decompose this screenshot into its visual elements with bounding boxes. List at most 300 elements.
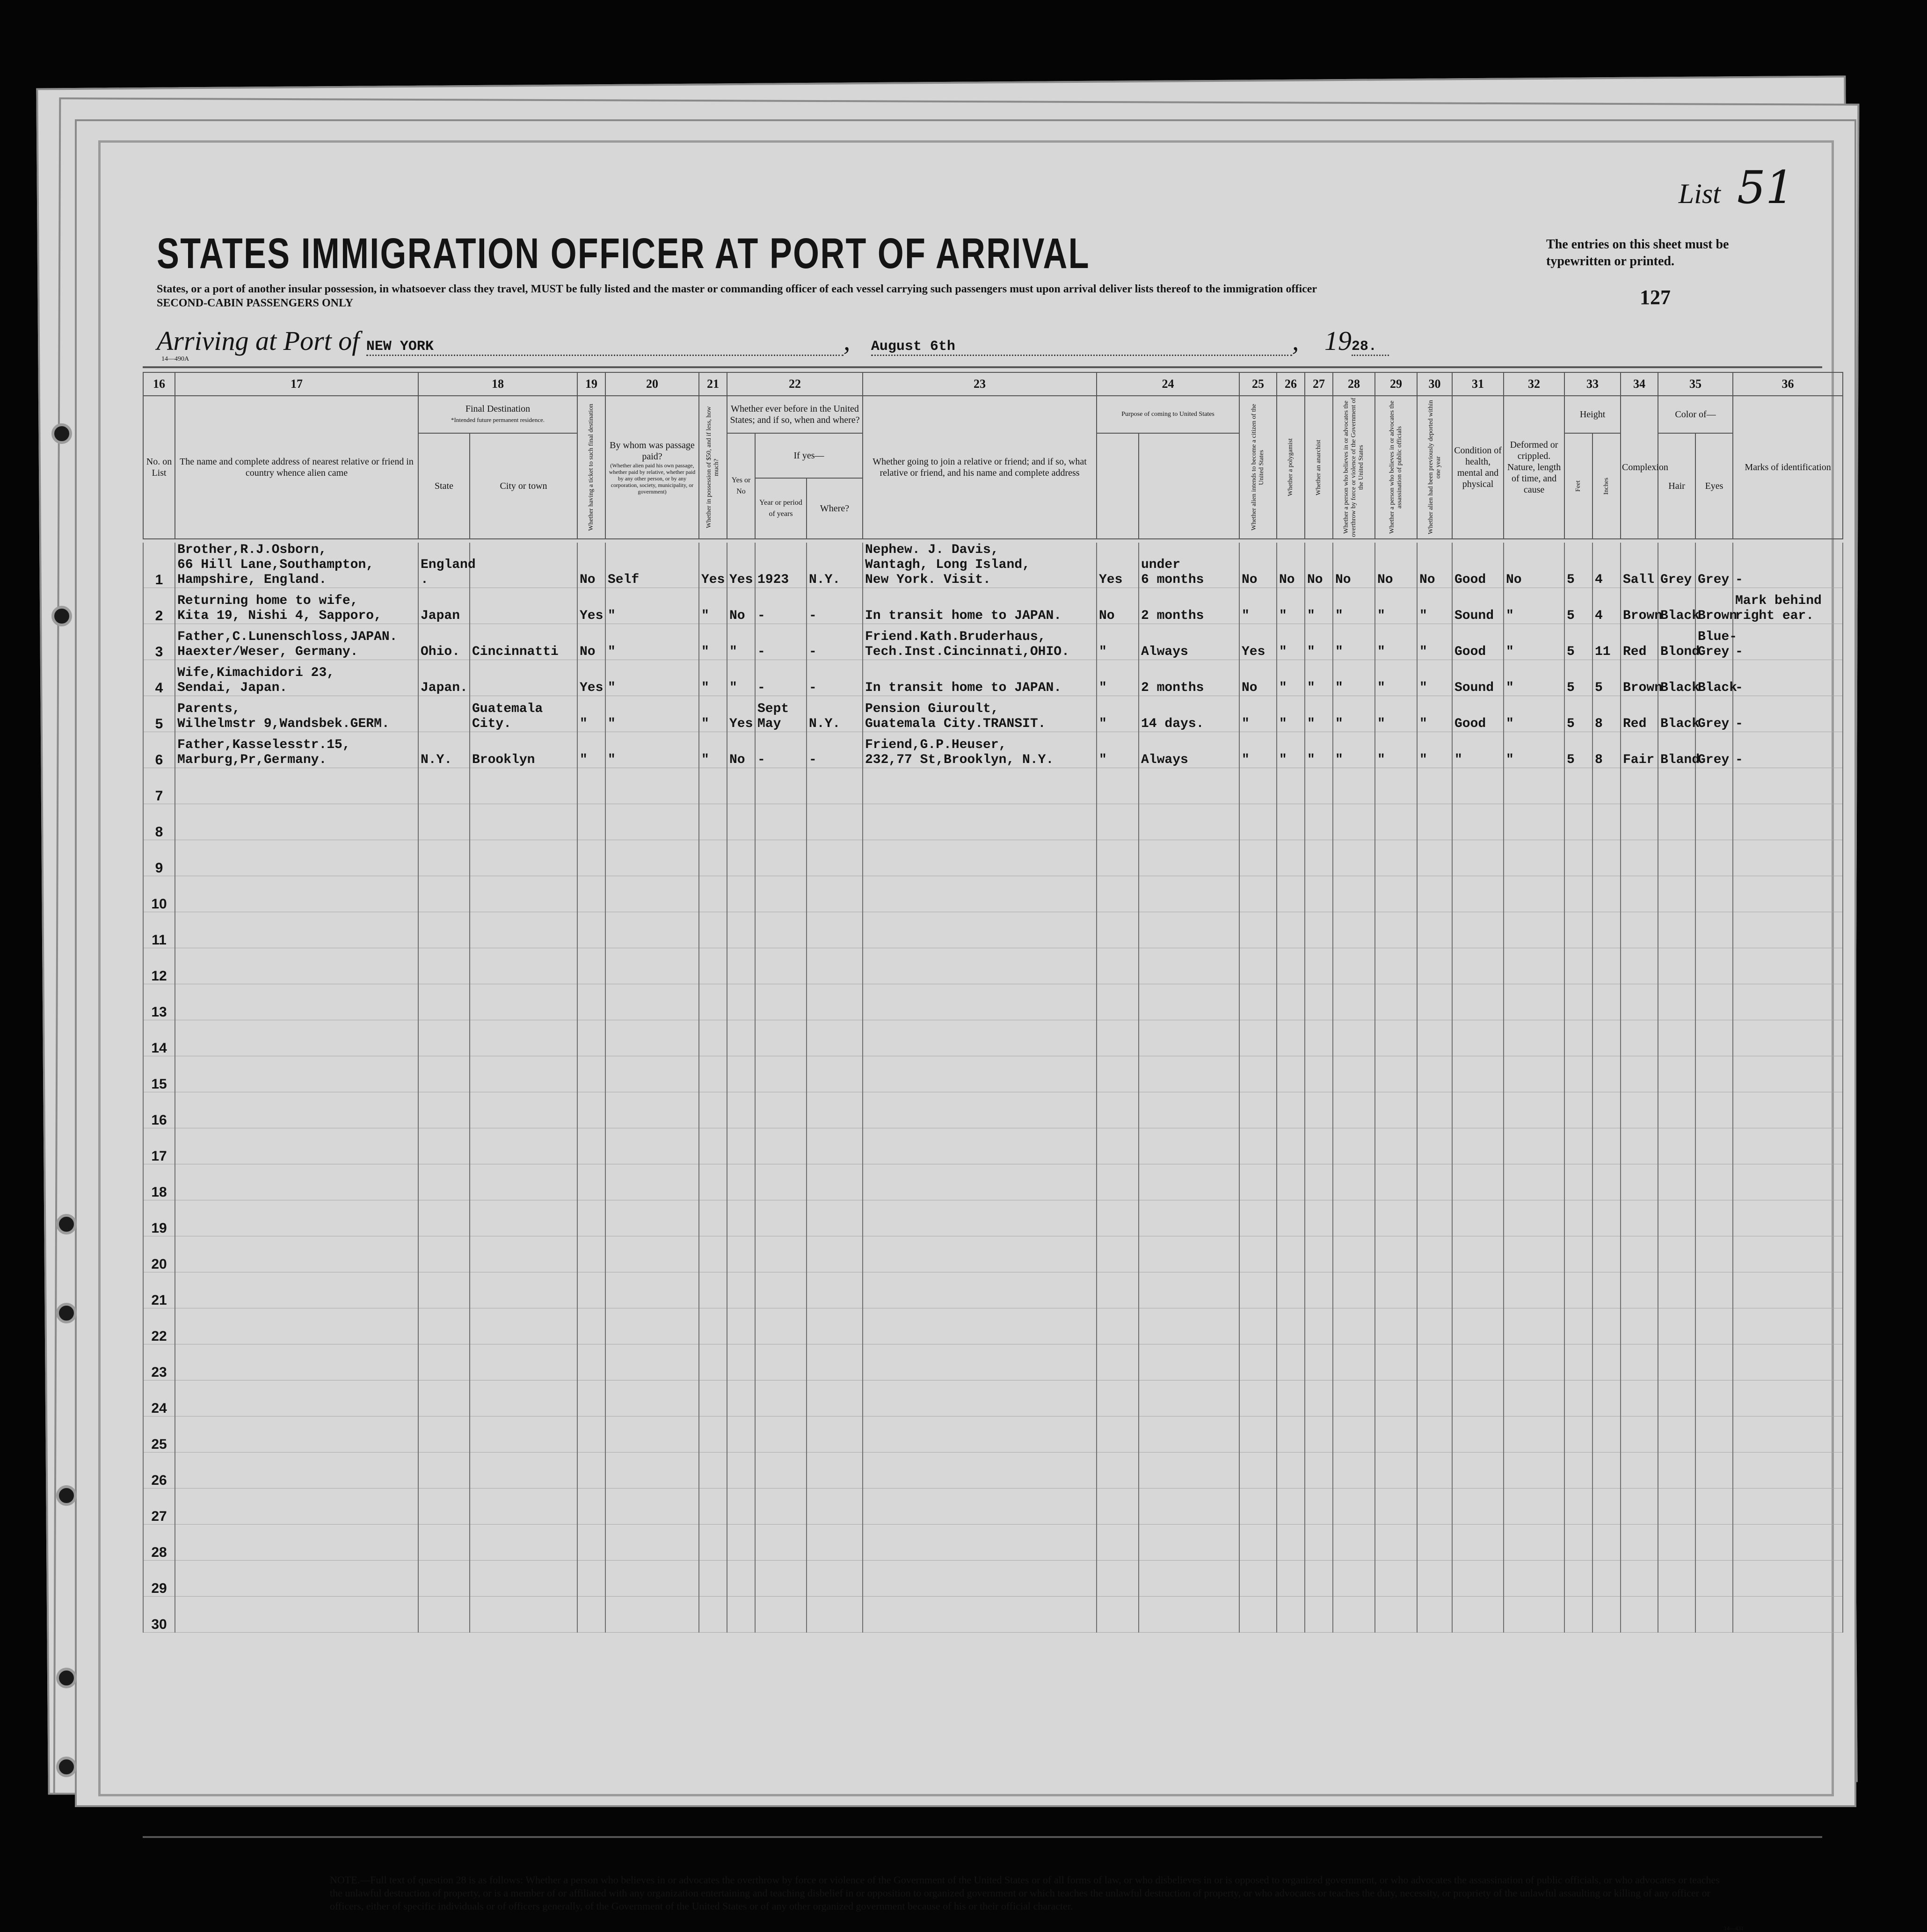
empty-cell (755, 1128, 807, 1164)
empty-cell (1239, 1020, 1277, 1056)
empty-cell (1239, 1597, 1277, 1633)
empty-cell (605, 1164, 699, 1200)
passenger-table (143, 543, 1843, 1633)
cell-deformed: " (1504, 696, 1564, 732)
empty-cell (1375, 1561, 1417, 1597)
empty-cell (727, 1020, 755, 1056)
cell-no: 3 (143, 624, 175, 660)
empty-cell (1097, 948, 1139, 984)
empty-cell (1564, 1056, 1593, 1092)
col-header-health: Condition of health, mental and physical (1452, 396, 1504, 539)
empty-cell (1452, 768, 1504, 804)
table-row (143, 1272, 1843, 1308)
empty-cell (1621, 1344, 1658, 1380)
empty-cell (1277, 1416, 1305, 1453)
cell-city: Cincinnatti (470, 624, 577, 660)
empty-cell (1277, 1489, 1305, 1525)
empty-cell (1305, 1489, 1333, 1525)
empty-cell (755, 1344, 807, 1380)
empty-cell (1452, 804, 1504, 840)
empty-cell (1695, 1164, 1733, 1200)
empty-cell (727, 1128, 755, 1164)
empty-cell (1333, 1416, 1375, 1453)
empty-cell (1239, 804, 1277, 840)
empty-cell (1504, 876, 1564, 912)
empty-cell (1375, 984, 1417, 1020)
empty-cell (418, 1489, 470, 1525)
cell-hair: Black (1658, 588, 1695, 624)
empty-cell (1658, 1272, 1695, 1308)
empty-cell (1452, 1525, 1504, 1561)
empty-cell (175, 1453, 418, 1489)
cell-join: Pension Giuroult, Guatemala City.TRANSIT. (863, 696, 1097, 732)
empty-cell (755, 1272, 807, 1308)
empty-cell (863, 1453, 1097, 1489)
empty-cell (605, 1092, 699, 1128)
cell-feet: 5 (1564, 696, 1593, 732)
empty-cell (1733, 876, 1843, 912)
empty-cell (1305, 1236, 1333, 1272)
empty-cell (807, 1453, 863, 1489)
col-number: 17 (175, 372, 418, 396)
empty-cell (1375, 876, 1417, 912)
empty-cell (1417, 948, 1452, 984)
cell-feet: 5 (1564, 588, 1593, 624)
empty-cell (1417, 1308, 1452, 1344)
empty-cell (1277, 1308, 1305, 1344)
empty-cell (1277, 1344, 1305, 1380)
empty-cell (1452, 1164, 1504, 1200)
empty-cell (699, 1380, 727, 1416)
empty-cell (755, 948, 807, 984)
empty-cell (1305, 768, 1333, 804)
empty-cell (1504, 1272, 1564, 1308)
empty-cell (1658, 948, 1695, 984)
empty-cell (699, 984, 727, 1020)
empty-cell (1375, 1344, 1417, 1380)
empty-cell (1305, 1200, 1333, 1236)
empty-cell (863, 1489, 1097, 1525)
col-header-relative: The name and complete address of nearest relative or friend in country whence alien came (175, 396, 418, 539)
empty-cell (1695, 876, 1733, 912)
cell-health: Good (1452, 543, 1504, 588)
empty-cell (175, 1236, 418, 1272)
cell-citizen: " (1239, 696, 1277, 732)
empty-cell (1564, 1416, 1593, 1453)
cell-state: Japan (418, 588, 470, 624)
empty-cell (470, 876, 577, 912)
empty-cell (1333, 876, 1375, 912)
empty-cell (1564, 1489, 1593, 1525)
empty-cell (807, 1380, 863, 1416)
empty-cell (727, 1380, 755, 1416)
empty-cell (577, 1128, 605, 1164)
empty-cell (577, 1344, 605, 1380)
empty-cell (1621, 1200, 1658, 1236)
cell-paid: " (605, 624, 699, 660)
empty-cell (577, 1489, 605, 1525)
table-row (143, 1597, 1843, 1633)
row-number: 13 (143, 984, 175, 1020)
empty-cell (1504, 1416, 1564, 1453)
empty-cell (1593, 804, 1621, 840)
empty-cell (605, 1308, 699, 1344)
empty-cell (1695, 912, 1733, 948)
empty-cell (1139, 1092, 1239, 1128)
empty-cell (1621, 1272, 1658, 1308)
empty-cell (1333, 1200, 1375, 1236)
empty-cell (863, 1164, 1097, 1200)
cell-join: In transit home to JAPAN. (863, 588, 1097, 624)
cell-citizen: " (1239, 588, 1277, 624)
empty-cell (807, 1200, 863, 1236)
empty-cell (1305, 1092, 1333, 1128)
cell-before: Yes (727, 696, 755, 732)
empty-cell (755, 1453, 807, 1489)
cell-marks: - (1733, 696, 1843, 732)
col-header-passage-paid (605, 396, 699, 539)
empty-cell (175, 1344, 418, 1380)
cell-where: - (807, 588, 863, 624)
cell-join: Friend,G.P.Heuser, 232,77 St,Brooklyn, N.Y. (863, 732, 1097, 768)
empty-cell (1375, 1200, 1417, 1236)
empty-cell (175, 1597, 418, 1633)
cell-before: " (727, 660, 755, 696)
empty-cell (1695, 1416, 1733, 1453)
empty-cell (807, 1525, 863, 1561)
empty-cell (699, 1416, 727, 1453)
empty-cell (727, 1597, 755, 1633)
empty-cell (863, 1272, 1097, 1308)
col-header-ticket (577, 396, 605, 539)
empty-cell (1593, 768, 1621, 804)
cell-c30: No (1417, 543, 1452, 588)
cell-c30: " (1417, 660, 1452, 696)
table-row (143, 768, 1843, 804)
empty-cell (1333, 1092, 1375, 1128)
empty-cell (1139, 1344, 1239, 1380)
form-number: 14—490A (161, 356, 189, 363)
cell-before: Yes (727, 543, 755, 588)
empty-cell (1239, 1236, 1277, 1272)
empty-cell (1139, 1380, 1239, 1416)
cell-money: Yes (699, 543, 727, 588)
empty-cell (755, 1416, 807, 1453)
empty-cell (727, 948, 755, 984)
empty-cell (1658, 1380, 1695, 1416)
col-number: 30 (1417, 372, 1452, 396)
empty-cell (1733, 1489, 1843, 1525)
empty-cell (1593, 1056, 1621, 1092)
empty-cell (1375, 1308, 1417, 1344)
empty-cell (1277, 1056, 1305, 1092)
empty-cell (863, 1525, 1097, 1561)
cell-city (470, 660, 577, 696)
col-header-purpose: Purpose of coming to United States (1097, 396, 1239, 433)
empty-cell (1452, 1453, 1504, 1489)
empty-cell (470, 1453, 577, 1489)
cell-eyes: Grey (1695, 696, 1733, 732)
empty-cell (1097, 1597, 1139, 1633)
empty-cell (470, 1561, 577, 1597)
empty-cell (1277, 1200, 1305, 1236)
empty-cell (1417, 1272, 1452, 1308)
empty-cell (1452, 1200, 1504, 1236)
empty-cell (1277, 840, 1305, 876)
empty-cell (1333, 1453, 1375, 1489)
table-row (143, 588, 1843, 624)
empty-cell (470, 1164, 577, 1200)
empty-cell (807, 840, 863, 876)
empty-cell (418, 1020, 470, 1056)
empty-cell (755, 1200, 807, 1236)
empty-cell (175, 1525, 418, 1561)
empty-cell (1375, 1128, 1417, 1164)
empty-cell (1621, 1020, 1658, 1056)
empty-cell (1621, 1056, 1658, 1092)
empty-cell (175, 984, 418, 1020)
empty-cell (605, 1056, 699, 1092)
col-header-year: Year or period of years (755, 478, 807, 539)
empty-cell (470, 1056, 577, 1092)
cell-anarch: " (1305, 696, 1333, 732)
empty-cell (1564, 912, 1593, 948)
cell-purpose: " (1097, 660, 1139, 696)
empty-cell (1564, 1200, 1593, 1236)
empty-cell (727, 1056, 755, 1092)
cell-purpose: Yes (1097, 543, 1139, 588)
empty-cell (1621, 1453, 1658, 1489)
empty-cell (863, 876, 1097, 912)
date-field: August 6th (871, 339, 1292, 356)
cabin-class: SECOND-CABIN PASSENGERS ONLY (157, 297, 354, 309)
row-number: 19 (143, 1200, 175, 1236)
empty-cell (1695, 1236, 1733, 1272)
empty-cell (1695, 1308, 1733, 1344)
cell-marks: - (1733, 732, 1843, 768)
col-header-deported (1417, 396, 1452, 539)
empty-cell (1695, 1344, 1733, 1380)
col-header-city: City or town (470, 433, 577, 539)
cell-citizen: No (1239, 660, 1277, 696)
col-number: 26 (1277, 372, 1305, 396)
cell-where: - (807, 660, 863, 696)
empty-cell (807, 1056, 863, 1092)
empty-cell (577, 1453, 605, 1489)
empty-cell (577, 1092, 605, 1128)
empty-cell (1333, 804, 1375, 840)
empty-cell (1417, 1236, 1452, 1272)
empty-cell (605, 1344, 699, 1380)
empty-cell (1452, 1056, 1504, 1092)
col-number: 24 (1097, 372, 1239, 396)
cell-length: under 6 months (1139, 543, 1239, 588)
cell-c28: " (1333, 660, 1375, 696)
table-row (143, 1056, 1843, 1092)
empty-cell (1733, 1236, 1843, 1272)
empty-cell (1097, 1056, 1139, 1092)
empty-cell (1695, 1380, 1733, 1416)
cell-deformed: No (1504, 543, 1564, 588)
empty-cell (1564, 876, 1593, 912)
empty-cell (1139, 1561, 1239, 1597)
empty-cell (863, 984, 1097, 1020)
empty-cell (1305, 1453, 1333, 1489)
col-number: 20 (605, 372, 699, 396)
column-header-table (143, 372, 1843, 539)
empty-cell (727, 1308, 755, 1344)
empty-cell (1695, 1272, 1733, 1308)
empty-cell (1305, 1561, 1333, 1597)
cell-paid: " (605, 696, 699, 732)
empty-cell (1733, 1128, 1843, 1164)
empty-cell (1305, 1380, 1333, 1416)
empty-cell (863, 948, 1097, 984)
empty-cell (699, 804, 727, 840)
empty-cell (418, 1056, 470, 1092)
empty-cell (470, 984, 577, 1020)
row-number: 27 (143, 1489, 175, 1525)
empty-cell (1139, 1164, 1239, 1200)
empty-cell (699, 1056, 727, 1092)
col-header-feet (1564, 433, 1593, 539)
empty-cell (1564, 948, 1593, 984)
row-number: 18 (143, 1164, 175, 1200)
empty-cell (1564, 1092, 1593, 1128)
empty-cell (863, 768, 1097, 804)
empty-cell (1305, 1164, 1333, 1200)
col-number: 19 (577, 372, 605, 396)
empty-cell (807, 1020, 863, 1056)
cell-inches: 8 (1593, 732, 1621, 768)
empty-cell (1504, 1561, 1564, 1597)
cell-state: England . (418, 543, 470, 588)
empty-cell (1621, 876, 1658, 912)
empty-cell (755, 1164, 807, 1200)
empty-cell (1277, 1128, 1305, 1164)
col-number: 29 (1375, 372, 1417, 396)
cell-hair: Bland (1658, 732, 1695, 768)
empty-cell (1239, 840, 1277, 876)
empty-cell (1621, 1380, 1658, 1416)
cell-where: - (807, 732, 863, 768)
cell-length: 14 days. (1139, 696, 1239, 732)
table-row (143, 948, 1843, 984)
empty-cell (1593, 984, 1621, 1020)
empty-cell (727, 1236, 755, 1272)
empty-cell (1139, 840, 1239, 876)
cell-c29: " (1375, 696, 1417, 732)
empty-cell (1658, 840, 1695, 876)
empty-cell (470, 1344, 577, 1380)
empty-cell (1333, 1020, 1375, 1056)
empty-cell (807, 1128, 863, 1164)
empty-cell (1564, 1308, 1593, 1344)
empty-cell (1452, 1308, 1504, 1344)
cell-c30: " (1417, 732, 1452, 768)
empty-cell (699, 1561, 727, 1597)
empty-cell (807, 1416, 863, 1453)
empty-cell (1621, 1164, 1658, 1200)
empty-cell (470, 840, 577, 876)
empty-cell (863, 1597, 1097, 1633)
empty-cell (577, 912, 605, 948)
empty-cell (418, 1344, 470, 1380)
empty-cell (1621, 840, 1658, 876)
empty-cell (1333, 840, 1375, 876)
cell-year: - (755, 660, 807, 696)
col-number: 35 (1658, 372, 1733, 396)
empty-cell (1564, 1020, 1593, 1056)
row-number: 15 (143, 1056, 175, 1092)
empty-cell (807, 804, 863, 840)
empty-cell (1277, 1272, 1305, 1308)
empty-cell (1733, 1525, 1843, 1561)
empty-cell (1097, 1453, 1139, 1489)
cell-join: In transit home to JAPAN. (863, 660, 1097, 696)
cell-no: 4 (143, 660, 175, 696)
empty-cell (470, 1597, 577, 1633)
empty-cell (605, 768, 699, 804)
empty-cell (470, 1416, 577, 1453)
cell-no: 5 (143, 696, 175, 732)
empty-cell (1305, 1272, 1333, 1308)
empty-cell (175, 948, 418, 984)
empty-cell (1621, 948, 1658, 984)
cell-deformed: " (1504, 660, 1564, 696)
empty-cell (470, 1380, 577, 1416)
cell-citizen: No (1239, 543, 1277, 588)
empty-cell (699, 1020, 727, 1056)
cell-relative: Returning home to wife, Kita 19, Nishi 4, Sapporo, (175, 588, 418, 624)
empty-cell (1417, 876, 1452, 912)
cell-hair: Grey (1658, 543, 1695, 588)
cell-paid: Self (605, 543, 699, 588)
col-number: 32 (1504, 372, 1564, 396)
empty-cell (605, 840, 699, 876)
empty-cell (1452, 1092, 1504, 1128)
col-number: 33 (1564, 372, 1621, 396)
empty-cell (1593, 1092, 1621, 1128)
cell-state: Japan. (418, 660, 470, 696)
empty-cell (1097, 1344, 1139, 1380)
empty-cell (1621, 1416, 1658, 1453)
empty-cell (1277, 1597, 1305, 1633)
row-number: 26 (143, 1453, 175, 1489)
empty-cell (1593, 1236, 1621, 1272)
cell-hair: Blond (1658, 624, 1695, 660)
empty-cell (1239, 1453, 1277, 1489)
empty-cell (1621, 984, 1658, 1020)
cell-polyg: " (1277, 732, 1305, 768)
binder-hole-icon (56, 1485, 77, 1506)
cell-complexion: Brown (1621, 660, 1658, 696)
empty-cell (1417, 912, 1452, 948)
col-header-complexion: Complexion (1621, 396, 1658, 539)
empty-cell (1375, 804, 1417, 840)
empty-cell (1333, 984, 1375, 1020)
empty-cell (699, 1453, 727, 1489)
empty-cell (1733, 840, 1843, 876)
table-row (143, 1020, 1843, 1056)
year-prefix: 19 (1324, 326, 1352, 356)
cell-c29: " (1375, 732, 1417, 768)
empty-cell (1417, 1561, 1452, 1597)
empty-cell (577, 768, 605, 804)
empty-cell (577, 1056, 605, 1092)
empty-cell (577, 876, 605, 912)
empty-cell (1333, 1380, 1375, 1416)
